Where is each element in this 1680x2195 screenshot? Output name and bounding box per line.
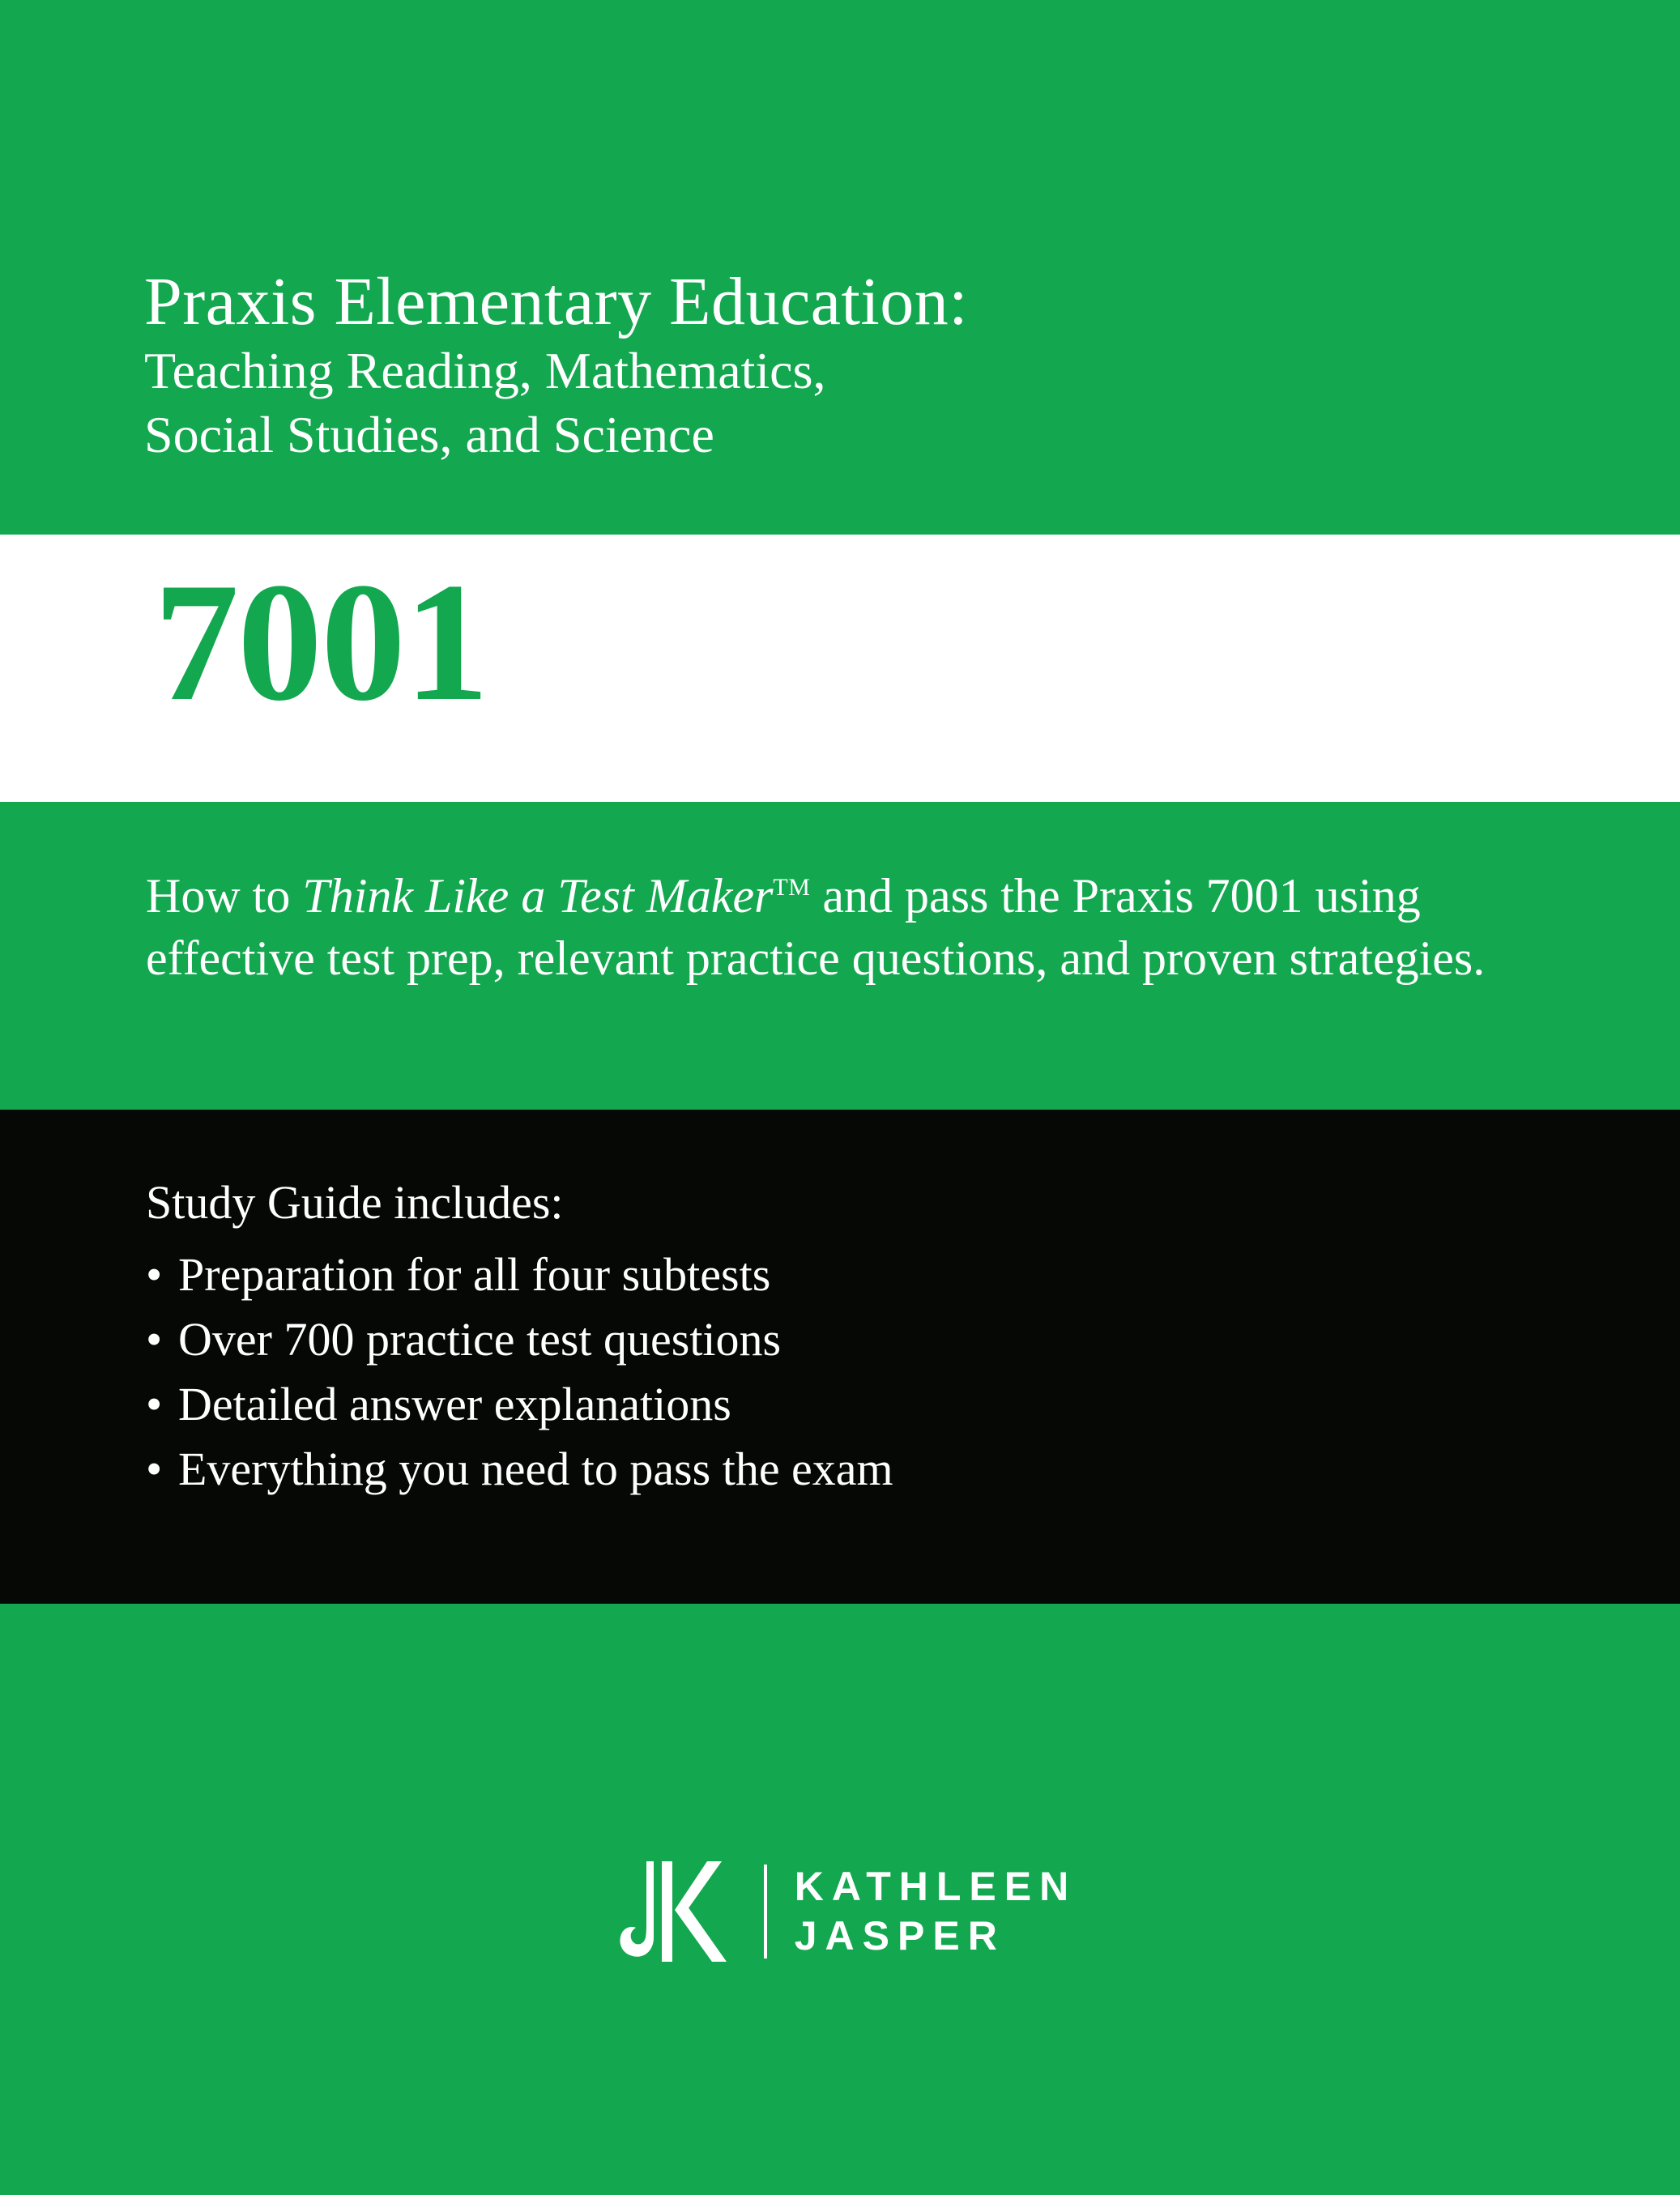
list-item-label: Detailed answer explanations [178,1377,731,1430]
kathleen-jasper-monogram-icon [603,1847,741,1976]
list-item [146,1437,1523,1502]
exam-code: 7001 [154,548,488,736]
list-item-label: Preparation for all four subtests [178,1247,771,1301]
title-band [0,0,1680,535]
description-text [146,865,1596,990]
features-group [146,1174,1523,1502]
title-subtitle-line-1: Teaching Reading, Mathematics, [144,341,826,399]
author-name [795,1862,1077,1961]
features-band [0,1110,1680,1604]
description-suffix: and pass the Praxis 7001 using effective test prep, relevant practice questions, and proven strategies. [146,869,1486,985]
list-item [146,1372,1523,1437]
author-logo [0,1847,1680,1976]
bullet-icon: • [146,1312,163,1366]
description-prefix: How to [146,869,303,923]
description-band [0,802,1680,1110]
trademark-symbol: TM [773,874,811,901]
description-italic-phrase: Think Like a Test Maker [302,869,774,923]
bullet-icon: • [146,1377,163,1430]
features-list [146,1242,1523,1502]
logo-divider [764,1865,767,1958]
author-first-name: KATHLEEN [794,1864,1077,1909]
title-group [144,264,969,466]
author-last-name: JASPER [794,1913,1005,1958]
list-item [146,1307,1523,1372]
bullet-icon: • [146,1247,163,1301]
page-title: Praxis Elementary Education: [144,264,969,339]
exam-code-band [0,535,1680,802]
list-item [146,1242,1523,1307]
bullet-icon: • [146,1442,163,1495]
title-subtitle-line-2: Social Studies, and Science [144,406,714,464]
list-item-label: Over 700 practice test questions [178,1312,782,1366]
list-item-label: Everything you need to pass the exam [178,1442,893,1495]
features-heading: Study Guide includes: [146,1176,564,1229]
footer-band [0,1604,1680,2195]
